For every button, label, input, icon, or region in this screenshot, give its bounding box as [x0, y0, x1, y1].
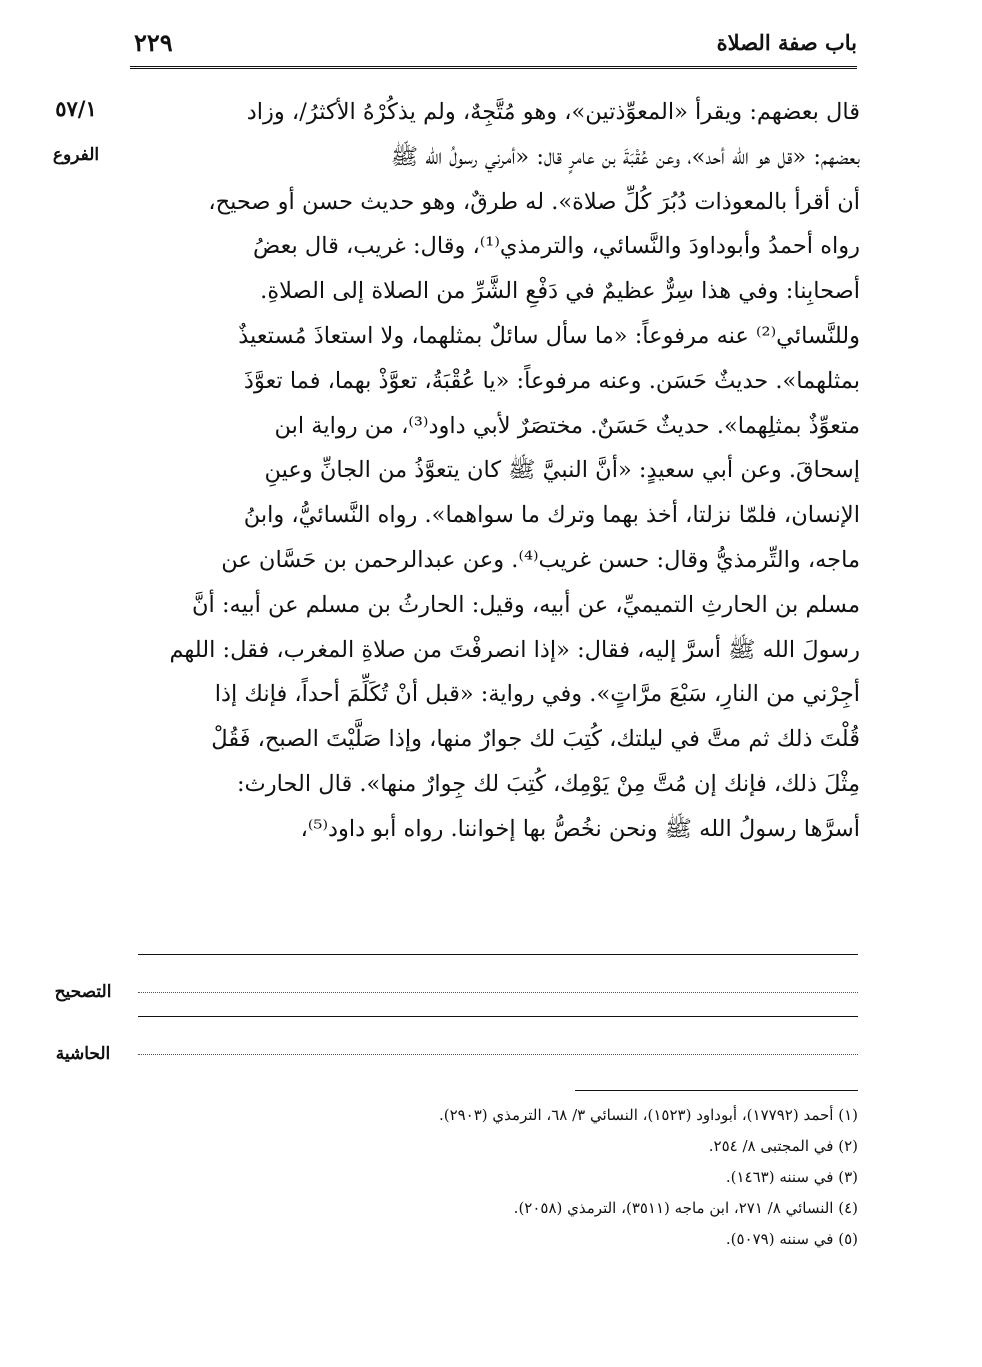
text-line: أصحابِنا: وفي هذا سِرٌّ عظيمٌ في دَفْعِ الشَّرِّ من الصلاة إلى الصلاةِ.	[260, 278, 860, 305]
text-line: وللنَّسائي⁽²⁾ عنه مرفوعاً: «ما سأل سائلٌ بمثلهما، ولا استعاذَ مُستعيذٌ	[238, 322, 860, 349]
chapter-title: باب صفة الصلاة	[716, 30, 857, 55]
footnote: (٣) في سننه (١٤٦٣).	[725, 1168, 858, 1186]
text-line: إسحاقَ. وعن أبي سعيدٍ: «أنَّ النبيَّ ﷺ كان يتعوَّذُ من الجانِّ وعينِ	[264, 457, 860, 484]
text-line: أجِرْني من النارِ، سَبْعَ مرَّاتٍ». وفي رواية: «قبل أنْ تُكَلِّمَ أحداً، فإنك إذا	[214, 681, 860, 708]
margin-reference: ٥٧/١	[55, 96, 97, 121]
page-header	[130, 28, 857, 68]
hashiyah-label: الحاشية	[55, 1044, 111, 1064]
text-line: مِثْلَ ذلك، فإنك إن مُتَّ مِنْ يَوْمِك، كُتِبَ لك جِوارٌ منها». قال الحارث:	[236, 770, 860, 797]
text-line: أسرَّها رسولُ الله ﷺ ونحن نخُصُّ بها إخواننا. رواه أبو داود⁽⁵⁾،	[300, 815, 860, 842]
hashiyah-line	[138, 1054, 858, 1055]
footnote: (٢) في المجتبى ٨/ ٢٥٤.	[708, 1137, 858, 1155]
text-line: بعضهم: «قل هو الله أحد»، وعن عُقْبَةَ بن عامرٍ قال: «أمرني رسولُ الله ﷺ	[390, 143, 860, 170]
text-line: متعوِّذٌ بمثلِهما». حديثٌ حَسَنٌ. مختصَرٌ لأبي داود⁽³⁾، من رواية ابن	[274, 412, 860, 439]
footnote: (٤) النسائي ٨/ ٢٧١، ابن ماجه (٣٥١١)، الترمذي (٢٠٥٨).	[513, 1199, 858, 1217]
text-line: الإنسان، فلمّا نزلتا، أخذ بهما وترك ما سواهما». رواه النَّسائيُّ، وابنُ	[243, 502, 860, 529]
header-rule	[130, 66, 857, 69]
text-line: بمثلهما». حديثٌ حَسَن. وعنه مرفوعاً: «يا عُقْبَةُ، تعوَّذْ بهما، فما تعوَّذَ	[243, 367, 860, 394]
section-divider	[138, 1016, 858, 1017]
main-text	[128, 90, 860, 852]
section-divider	[138, 954, 858, 955]
page-number: ٢٢٩	[134, 28, 173, 57]
text-line: قُلْتَ ذلك ثم متَّ في ليلتك، كُتِبَ لك جوارٌ منها، وإذا صَلَّيْتَ الصبح، فَقُلْ	[211, 726, 860, 753]
footnote: (٥) في سننه (٥٠٧٩).	[725, 1230, 858, 1248]
footnote-rule	[575, 1090, 858, 1091]
footnote: (١) أحمد (١٧٧٩٢)، أبوداود (١٥٢٣)، النسائي ٣/ ٦٨، الترمذي (٢٩٠٣).	[438, 1106, 858, 1124]
text-line: مسلم بن الحارثِ التميميِّ، عن أبيه، وقيل: الحارثُ بن مسلم عن أبيه: أنَّ	[192, 591, 860, 618]
text-line: قال بعضهم: ويقرأ «المعوِّذتين»، وهو مُتَّجِهٌ، ولم يذكُرْهُ الأكثرُ/، وزاد	[246, 99, 860, 125]
text-line: رسولَ الله ﷺ أسرَّ إليه، فقال: «إذا انصرفْتَ من صلاةِ المغرب، فقل: اللهم	[169, 636, 860, 663]
footnotes	[360, 1100, 858, 1255]
correction-line	[138, 992, 858, 993]
text-line: أن أقرأ بالمعوذات دُبُرَ كُلِّ صلاة». له طرقٌ، وهو حديث حسن أو صحيح،	[208, 188, 860, 215]
text-line: رواه أحمدُ وأبوداودَ والنَّسائي، والترمذي⁽¹⁾، وقال: غريب، قال بعضُ	[253, 233, 860, 260]
text-line: ماجه، والتِّرمذيُّ وقال: حسن غريب⁽⁴⁾. وعن عبدالرحمن بن حَسَّان عن	[221, 546, 860, 573]
margin-source: الفروع	[52, 145, 100, 165]
correction-label: التصحيح	[54, 982, 112, 1002]
